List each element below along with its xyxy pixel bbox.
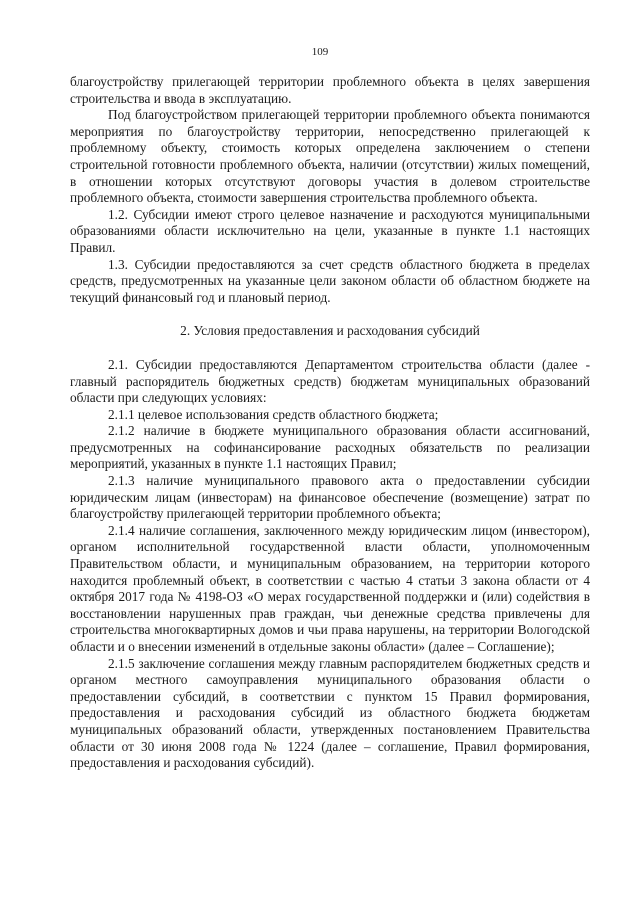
paragraph-2-1-3: 2.1.3 наличие муниципального правового акта о предоставлении субсидии юридическим лицам (инвесторам) на финансовое обеспечение (возмещение) затрат по благоустройству прилегающей территории проблемного объекта; <box>70 473 590 522</box>
paragraph-2-1: 2.1. Субсидии предоставляются Департаментом строительства области (далее - главный распорядитель бюджетных средств) бюджетам муниципальных образований области при следующих условиях: <box>70 356 590 406</box>
paragraph-definition: Под благоустройством прилегающей территории проблемного объекта понимаются мероприятия по благоустройству территории, непосредственно прилегающей к проблемному объекту, стоимость которых определена заключением о степени строительной готовности проблемного объекта, наличии (отсутствии) жилых помещений, в отношении которых отсутствуют договоры участия в долевом строительстве проблемного объекта, стоимости завершения строительства проблемного объекта. <box>70 107 590 206</box>
section-2-heading: 2. Условия предоставления и расходования субсидий <box>180 323 480 339</box>
paragraph-1-3: 1.3. Субсидии предоставляются за счет средств областного бюджета в пределах средств, предусмотренных на указанные цели законом области об областном бюджете на текущий финансовый год и плановый период. <box>70 256 590 305</box>
paragraph-2-1-1: 2.1.1 целевое использования средств областного бюджета; <box>108 406 439 422</box>
paragraph-2-1-2: 2.1.2 наличие в бюджете муниципального образования области ассигнований, предусмотренных на софинансирование расходных обязательств по реализации мероприятий, указанных в пункте 1.1 настоящих Правил; <box>70 423 590 472</box>
paragraph-1-2: 1.2. Субсидии имеют строго целевое назначение и расходуются муниципальными образованиями области исключительно на цели, указанные в пункте 1.1 настоящих Правил. <box>70 206 590 255</box>
paragraph-continuation: благоустройству прилегающей территории проблемного объекта в целях завершения строительства и ввода в эксплуатацию. <box>70 74 590 106</box>
document-body <box>70 74 590 772</box>
page-number: 109 <box>311 46 329 58</box>
paragraph-2-1-5: 2.1.5 заключение соглашения между главным распорядителем бюджетных средств и органом местного самоуправления муниципального образования области о предоставлении субсидий, в соответствии с пунктом 15 Правил формирования, предоставления и расходования субсидий из областного бюджета бюджетам муниципальных образований области, утвержденных постановлением Правительства области от 30 июня 2008 года № 1224 (далее – соглашение, Правил формирования, предоставления и расходования субсидий). <box>70 655 590 771</box>
paragraph-2-1-4: 2.1.4 наличие соглашения, заключенного между юридическим лицом (инвестором), органом исполнительной государственной власти области, уполномоченным Правительством области, и муниципальным образованием, на территории которого находится проблемный объект, в соответствии с частью 4 статьи 3 закона области от 4 октября 2017 года № 4198-ОЗ «О мерах государственной поддержки и (или) содействия в восстановлении нарушенных прав граждан, чьи денежные средства привлечены для строительства многоквартирных домов и чьи права нарушены, на территории Вологодской области и о внесении изменений в отдельные законы области» (далее – Соглашение); <box>70 522 590 654</box>
